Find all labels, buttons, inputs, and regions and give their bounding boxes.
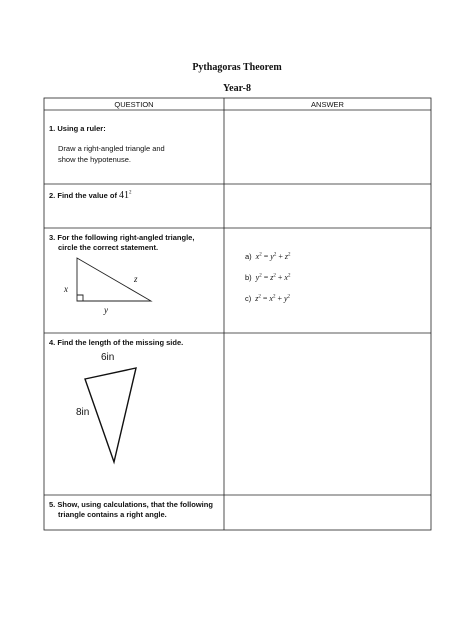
q1-line2: show the hypotenuse. xyxy=(58,155,131,164)
q4-label-left: 8in xyxy=(76,407,90,418)
q3-option-a[interactable]: a) $x^2 = y^2 + z^2$ xyxy=(245,252,291,261)
document-title: Pythagoras Theorem xyxy=(192,62,282,73)
q4-heading: 4. Find the length of the missing side. xyxy=(49,338,184,347)
q5-heading-line2: triangle contains a right angle. xyxy=(58,510,167,519)
q1-heading: 1. Using a ruler: xyxy=(49,124,106,133)
q3-label-y: y xyxy=(104,305,108,315)
q3-option-b[interactable]: b) $y^2 = z^2 + x^2$ xyxy=(245,273,291,282)
q3-heading-line2: circle the correct statement. xyxy=(58,243,159,252)
document-subtitle: Year-8 xyxy=(223,83,251,94)
q5-heading-line1: 5. Show, using calculations, that the following xyxy=(49,500,213,509)
q3-option-c[interactable]: c) $z^2 = x^2 + y^2$ xyxy=(245,294,291,303)
q3-label-x: x xyxy=(64,284,68,294)
question-column-header: QUESTION xyxy=(114,100,154,109)
q2-heading: 2. Find the value of $41^2$ xyxy=(49,190,132,201)
q4-label-top: 6in xyxy=(101,352,115,363)
q3-heading-line1: 3. For the following right-angled triangle, xyxy=(49,233,195,242)
answer-column-header: ANSWER xyxy=(311,100,344,109)
q2-expression: $41^2$ xyxy=(119,190,132,201)
q3-label-z: z xyxy=(134,274,138,284)
q1-line1: Draw a right-angled triangle and xyxy=(58,144,165,153)
